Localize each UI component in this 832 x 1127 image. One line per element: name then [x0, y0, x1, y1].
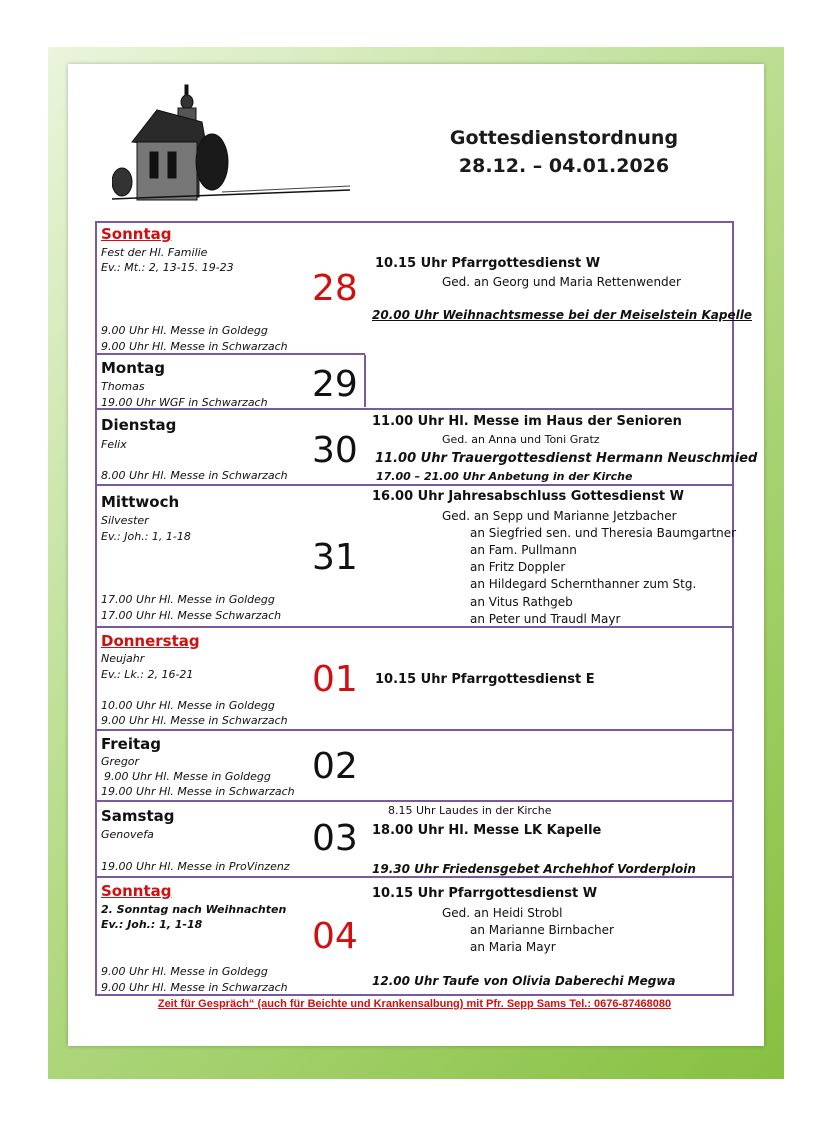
- local-service: 10.00 Uhr Hl. Messe in Goldegg: [101, 699, 275, 712]
- weekday-label: Sonntag: [101, 882, 172, 900]
- service-dedication: an Vitus Rathgeb: [470, 595, 573, 609]
- weekday-label: Donnerstag: [101, 632, 200, 650]
- day-note: Fest der Hl. Familie: [101, 246, 208, 259]
- day-note: Ev.: Joh.: 1, 1-18: [101, 530, 191, 543]
- day-note: Thomas: [101, 380, 145, 393]
- weekday-label: Dienstag: [101, 416, 177, 434]
- service-dedication: Ged. an Anna und Toni Gratz: [442, 433, 600, 446]
- row-divider: [95, 484, 734, 486]
- row-divider: [95, 626, 734, 628]
- day-note: Gregor: [101, 755, 140, 768]
- service-note: 12.00 Uhr Taufe von Olivia Daberechi Megwa: [372, 974, 676, 988]
- footer-contact: Zeit für Gespräch“ (auch für Beichte und Krankensalbung) mit Pfr. Sepp Sams Tel.: 0676-87468080: [157, 998, 672, 1010]
- local-service: 19.00 Uhr WGF in Schwarzach: [101, 396, 268, 409]
- service-dedication: Ged. an Georg und Maria Rettenwender: [442, 275, 681, 289]
- service-dedication: an Fam. Pullmann: [470, 543, 577, 557]
- service-note: 19.30 Uhr Friedensgebet Archehhof Vorderploin: [372, 862, 696, 876]
- weekday-label: Sonntag: [101, 225, 172, 243]
- day-number: 28: [312, 268, 358, 309]
- service-dedication: an Peter und Traudl Mayr: [470, 612, 621, 626]
- title-text: Gottesdienstordnung: [449, 127, 679, 149]
- local-service: 9.00 Uhr Hl. Messe in Schwarzach: [101, 714, 288, 727]
- day-note: Felix: [101, 438, 127, 451]
- service-dedication: an Fritz Doppler: [470, 560, 566, 574]
- service-note: 17.00 – 21.00 Uhr Anbetung in der Kirche: [376, 470, 633, 483]
- day-note: Genovefa: [101, 828, 154, 841]
- service-note: 8.15 Uhr Laudes in der Kirche: [388, 804, 552, 817]
- local-service: 17.00 Uhr Hl. Messe in Goldegg: [101, 593, 275, 606]
- service-main: 10.15 Uhr Pfarrgottesdienst W: [372, 886, 598, 901]
- day-note: Ev.: Mt.: 2, 13-15. 19-23: [101, 261, 234, 274]
- column-divider: [364, 355, 366, 407]
- row-divider: [95, 353, 365, 355]
- service-main: 10.15 Uhr Pfarrgottesdienst W: [375, 256, 601, 271]
- day-note: Neujahr: [101, 652, 145, 665]
- local-service: 9.00 Uhr Hl. Messe in Goldegg: [101, 965, 268, 978]
- day-number: 30: [312, 430, 358, 471]
- local-service: 19.00 Uhr Hl. Messe in Schwarzach: [101, 785, 295, 798]
- date-range: 28.12. – 04.01.2026: [458, 155, 670, 177]
- service-dedication: Ged. an Sepp und Marianne Jetzbacher: [442, 509, 677, 523]
- service-dedication: an Hildegard Schernthanner zum Stg.: [470, 577, 697, 591]
- day-note: Silvester: [101, 514, 149, 527]
- local-service: 17.00 Uhr Hl. Messe Schwarzach: [101, 609, 282, 622]
- weekday-label: Montag: [101, 359, 165, 377]
- service-main: 18.00 Uhr Hl. Messe LK Kapelle: [372, 823, 602, 838]
- day-note: 2. Sonntag nach Weihnachten: [101, 903, 287, 916]
- weekday-label: Freitag: [101, 735, 162, 753]
- day-number: 31: [312, 537, 358, 578]
- local-service: 9.00 Uhr Hl. Messe in Goldegg: [101, 324, 268, 337]
- local-service: 9.00 Uhr Hl. Messe in Schwarzach: [101, 981, 288, 994]
- local-service: 9.00 Uhr Hl. Messe in Schwarzach: [101, 340, 288, 353]
- service-main: 20.00 Uhr Weihnachtsmesse bei der Meiselstein Kapelle: [372, 308, 752, 322]
- service-dedication: an Maria Mayr: [470, 940, 556, 954]
- church-illustration: [112, 82, 352, 207]
- day-number: 03: [312, 818, 358, 859]
- local-service: 19.00 Uhr Hl. Messe in ProVinzenz: [101, 860, 290, 873]
- document-title: [440, 124, 688, 180]
- weekday-label: Mittwoch: [101, 493, 180, 511]
- row-divider: [95, 800, 734, 802]
- service-main: 16.00 Uhr Jahresabschluss Gottesdienst W: [372, 489, 684, 504]
- service-main: 11.00 Uhr Trauergottesdienst Hermann Neuschmied: [375, 451, 758, 466]
- local-service: 9.00 Uhr Hl. Messe in Goldegg: [104, 770, 271, 783]
- day-note: Ev.: Lk.: 2, 16-21: [101, 668, 194, 681]
- service-dedication: an Siegfried sen. und Theresia Baumgartner: [470, 526, 737, 540]
- local-service: 8.00 Uhr Hl. Messe in Schwarzach: [101, 469, 288, 482]
- row-divider: [95, 729, 734, 731]
- row-divider: [95, 876, 734, 878]
- day-number: 01: [312, 659, 358, 700]
- service-main: 10.15 Uhr Pfarrgottesdienst E: [375, 672, 595, 687]
- service-dedication: an Marianne Birnbacher: [470, 923, 614, 937]
- day-number: 02: [312, 746, 358, 787]
- day-note: Ev.: Joh.: 1, 1-18: [101, 918, 203, 931]
- day-number: 29: [312, 364, 358, 405]
- service-main: 11.00 Uhr Hl. Messe im Haus der Senioren: [372, 414, 682, 429]
- day-number: 04: [312, 916, 358, 957]
- weekday-label: Samstag: [101, 807, 175, 825]
- service-dedication: Ged. an Heidi Strobl: [442, 906, 563, 920]
